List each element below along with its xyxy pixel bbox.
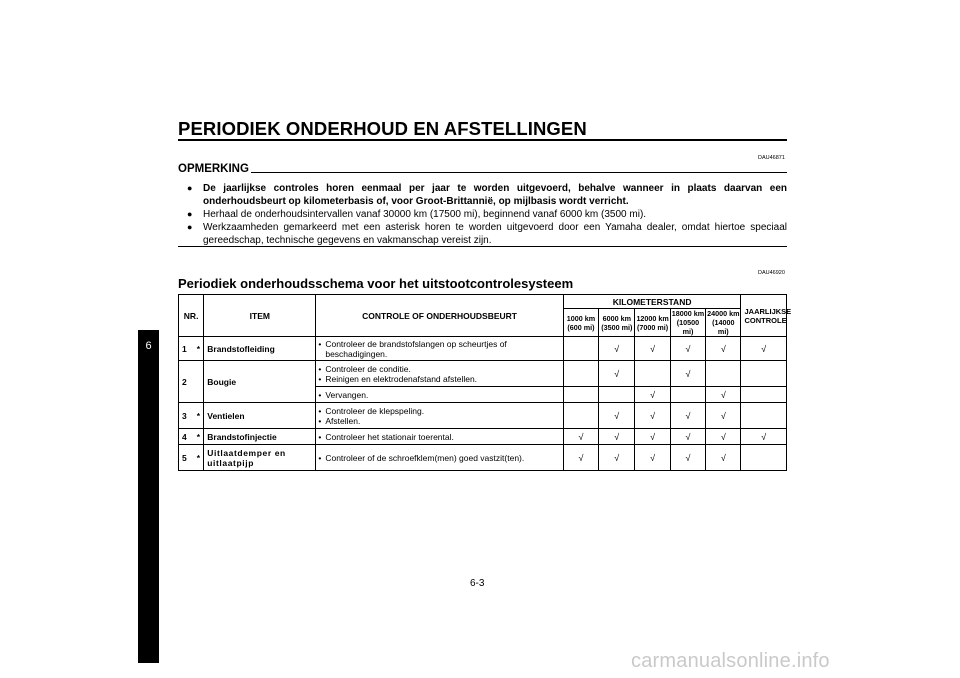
row-number: 5 xyxy=(179,445,194,471)
header-kilometerstand: KILOMETERSTAND xyxy=(563,295,741,309)
check-mark: √ xyxy=(670,429,705,445)
note-code: DAU46871 xyxy=(758,155,785,161)
maintenance-table xyxy=(178,294,792,471)
check-mark: √ xyxy=(599,429,635,445)
check-mark: √ xyxy=(635,445,670,471)
note-heading: OPMERKING xyxy=(178,163,249,175)
row-check: • Controleer de klepspeling. • Afstellen. xyxy=(316,403,563,429)
check-mark: √ xyxy=(599,403,635,429)
header-item: ITEM xyxy=(204,295,316,337)
check-mark: √ xyxy=(706,445,741,471)
row-check: • Controleer de brandstofslangen op scheurtjes of beschadigingen. xyxy=(316,337,563,361)
note-text: Werkzaamheden gemarkeerd met een asterisk horen te worden uitgevoerd door een Yamaha dealer, omdat hiertoe speciaal gereedschap, technische gegevens en vakmanschap vereist zijn. xyxy=(203,222,787,246)
bullet-icon: ● xyxy=(187,183,193,193)
check-mark: √ xyxy=(635,429,670,445)
row-number: 2 xyxy=(179,361,194,403)
check-mark: √ xyxy=(563,429,598,445)
row-number: 1 xyxy=(179,337,194,361)
row-item: Uitlaatdemper en uitlaatpijp xyxy=(204,445,316,471)
table-row xyxy=(179,429,787,445)
table-row xyxy=(179,337,787,361)
row-star: * xyxy=(194,429,204,445)
check-mark: √ xyxy=(599,445,635,471)
note-item xyxy=(187,182,787,208)
row-check: • Controleer of de schroefklem(men) goed vastzit(ten). xyxy=(316,445,563,471)
bullet-icon: ● xyxy=(187,222,193,232)
note-item xyxy=(187,208,787,221)
check-mark: √ xyxy=(670,361,705,387)
check-mark: √ xyxy=(741,429,787,445)
row-number: 4 xyxy=(179,429,194,445)
header-check: CONTROLE OF ONDERHOUDSBEURT xyxy=(316,295,563,337)
note-heading-rule xyxy=(251,172,787,173)
check-mark: √ xyxy=(635,387,670,403)
row-check: • Controleer de conditie. • Reinigen en elektrodenafstand afstellen. xyxy=(316,361,563,387)
table-row xyxy=(179,403,787,429)
check-mark: √ xyxy=(670,403,705,429)
note-text: De jaarlijkse controles horen eenmaal per jaar te worden uitgevoerd, behalve wanneer in plaats daarvan een onderhoudsbeurt op kilometerbasis of, voor Groot-Brittannië, op mijlbasis wordt verricht. xyxy=(203,183,787,207)
row-item: Brandstofleiding xyxy=(204,337,316,361)
row-check: • Controleer het stationair toerental. xyxy=(316,429,563,445)
note-text: Herhaal de onderhoudsintervallen vanaf 30000 km (17500 mi), beginnend vanaf 6000 km (3500 mi). xyxy=(203,209,647,220)
row-item: Ventielen xyxy=(204,403,316,429)
check-mark: √ xyxy=(670,337,705,361)
note-list xyxy=(187,182,787,247)
header-annual: JAARLIJKSE CONTROLE xyxy=(741,295,787,337)
interval-header: 6000 km (3500 mi) xyxy=(599,309,635,337)
row-star: * xyxy=(194,403,204,429)
interval-header: 18000 km (10500 mi) xyxy=(671,309,705,336)
check-mark: √ xyxy=(635,337,670,361)
table-row xyxy=(179,361,787,387)
row-star: * xyxy=(194,337,204,361)
chapter-tab xyxy=(138,330,159,663)
check-mark: √ xyxy=(706,403,741,429)
check-mark: √ xyxy=(563,445,598,471)
watermark: carmanualsonline.info xyxy=(631,650,830,672)
table-row xyxy=(179,445,787,471)
row-item: Bougie xyxy=(204,361,316,403)
interval-header: 1000 km (600 mi) xyxy=(563,309,598,337)
interval-header: 24000 km (14000 mi) xyxy=(707,309,740,336)
row-star: * xyxy=(194,445,204,471)
check-mark: √ xyxy=(670,445,705,471)
check-mark: √ xyxy=(706,337,741,361)
section-code: DAU46920 xyxy=(758,270,785,276)
row-number: 3 xyxy=(179,403,194,429)
row-check: • Vervangen. xyxy=(316,387,563,403)
bullet-icon: ● xyxy=(187,209,193,219)
check-mark: √ xyxy=(599,337,635,361)
title-rule xyxy=(178,139,787,141)
page-number: 6-3 xyxy=(470,578,485,589)
note-item xyxy=(187,221,787,247)
interval-header: 12000 km (7000 mi) xyxy=(635,309,670,337)
section-title: Periodiek onderhoudsschema voor het uitstootcontrolesysteem xyxy=(178,276,574,291)
check-mark: √ xyxy=(741,337,787,361)
chapter-number: 6 xyxy=(145,340,152,352)
row-star xyxy=(194,361,204,403)
check-mark: √ xyxy=(599,361,635,387)
header-nr: NR. xyxy=(179,295,204,337)
check-mark: √ xyxy=(706,387,741,403)
check-mark: √ xyxy=(706,429,741,445)
row-item: Brandstofinjectie xyxy=(204,429,316,445)
page-title: PERIODIEK ONDERHOUD EN AFSTELLINGEN xyxy=(178,118,587,139)
check-mark: √ xyxy=(635,403,670,429)
section-divider xyxy=(178,246,787,247)
